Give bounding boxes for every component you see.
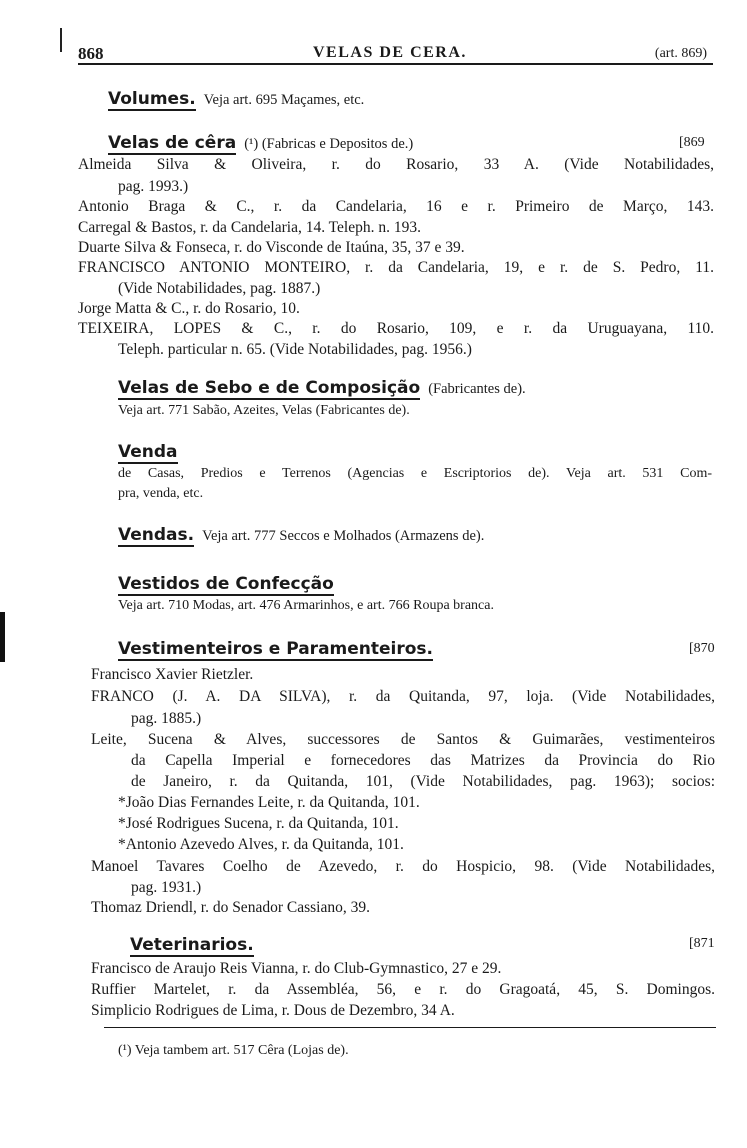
section-title: Vestimenteiros e Paramenteiros. <box>118 639 434 659</box>
list-item: pag. 1931.) <box>131 879 202 896</box>
section-velas-de-cera <box>108 134 413 155</box>
section-volumes <box>108 90 364 111</box>
section-vendas <box>118 526 484 547</box>
list-item: *Antonio Azevedo Alves, r. da Quitanda, 101. <box>118 836 404 853</box>
list-item: Duarte Silva & Fonseca, r. do Visconde de Itaúna, 35, 37 e 39. <box>78 239 465 256</box>
section-title: Volumes. <box>108 89 196 109</box>
list-item: Thomaz Driendl, r. do Senador Cassiano, 39. <box>91 899 370 916</box>
scan-edge-mark <box>0 612 5 662</box>
section-veterinarios <box>130 936 254 957</box>
section-text: Veja art. 695 Maçames, etc. <box>203 92 365 108</box>
section-title: Veterinarios. <box>130 935 254 955</box>
list-item: TEIXEIRA, LOPES & C., r. do Rosario, 109, e r. da Uruguayana, 110. <box>78 320 714 337</box>
article-number: [870 <box>689 641 715 656</box>
list-item: pag. 1993.) <box>118 178 189 195</box>
list-item: Simplicio Rodrigues de Lima, r. Dous de Dezembro, 34 A. <box>91 1002 455 1019</box>
list-item: *José Rodrigues Sucena, r. da Quitanda, 101. <box>118 815 399 832</box>
list-item: da Capella Imperial e fornecedores das Matrizes da Provincia do Rio <box>131 752 715 769</box>
list-item: FRANCISCO ANTONIO MONTEIRO, r. da Candelaria, 19, e r. de S. Pedro, 11. <box>78 259 714 276</box>
list-item: *João Dias Fernandes Leite, r. da Quitanda, 101. <box>118 794 420 811</box>
list-item: Carregal & Bastos, r. da Candelaria, 14. Teleph. n. 193. <box>78 219 421 236</box>
section-note: (Fabricantes de). <box>428 381 526 397</box>
list-item: de Janeiro, r. da Quitanda, 101, (Vide Notabilidades, pag. 1963); socios: <box>131 773 715 790</box>
section-text: Veja art. 777 Seccos e Molhados (Armazens de). <box>202 528 485 544</box>
article-number: [869 <box>679 135 705 150</box>
list-item: Jorge Matta & C., r. do Rosario, 10. <box>78 300 300 317</box>
section-title: Velas de cêra <box>108 133 237 153</box>
list-item: FRANCO (J. A. DA SILVA), r. da Quitanda, 97, loja. (Vide Notabilidades, <box>91 688 715 705</box>
list-item: (Vide Notabilidades, pag. 1887.) <box>118 280 321 297</box>
footnote-rule <box>104 1027 716 1028</box>
section-note: (¹) (Fabricas e Depositos de.) <box>244 136 414 152</box>
list-item: Almeida Silva & Oliveira, r. do Rosario, 33 A. (Vide Notabilidades, <box>78 156 714 173</box>
list-item: Leite, Sucena & Alves, successores de Santos & Guimarães, vestimenteiros <box>91 731 715 748</box>
section-vestimenteiros <box>118 640 433 661</box>
section-text: pra, venda, etc. <box>118 486 204 501</box>
list-item: Francisco de Araujo Reis Vianna, r. do Club-Gymnastico, 27 e 29. <box>91 960 502 977</box>
section-title: Venda <box>118 442 178 462</box>
header-rule <box>78 63 713 65</box>
list-item: Francisco Xavier Rietzler. <box>91 666 254 683</box>
article-ref: (art. 869) <box>654 46 707 61</box>
section-text: Veja art. 771 Sabão, Azeites, Velas (Fabricantes de). <box>118 403 410 418</box>
footnote: (¹) Veja tambem art. 517 Cêra (Lojas de). <box>118 1043 349 1058</box>
list-item: pag. 1885.) <box>131 710 202 727</box>
section-vestidos <box>118 575 334 596</box>
page-header <box>78 40 713 64</box>
section-title: Velas de Sebo e de Composição <box>118 378 421 398</box>
running-title: VELAS DE CERA. <box>313 44 467 61</box>
list-item: Antonio Braga & C., r. da Candelaria, 16 e r. Primeiro de Março, 143. <box>78 198 714 215</box>
list-item: Manoel Tavares Coelho de Azevedo, r. do Hospicio, 98. (Vide Notabilidades, <box>91 858 715 875</box>
section-text: de Casas, Predios e Terrenos (Agencias e Escriptorios de). Veja art. 531 Com- <box>118 466 712 481</box>
page-number: 868 <box>78 44 104 63</box>
section-title: Vendas. <box>118 525 195 545</box>
article-number: [871 <box>689 936 715 951</box>
margin-mark <box>60 28 62 52</box>
section-venda <box>118 443 178 464</box>
section-text: Veja art. 710 Modas, art. 476 Armarinhos, e art. 766 Roupa branca. <box>118 598 494 613</box>
list-item: Teleph. particular n. 65. (Vide Notabilidades, pag. 1956.) <box>118 341 472 358</box>
section-velas-de-sebo <box>118 379 526 400</box>
list-item: Ruffier Martelet, r. da Assembléa, 56, e r. do Gragoatá, 45, S. Domingos. <box>91 981 715 998</box>
section-title: Vestidos de Confecção <box>118 574 334 594</box>
